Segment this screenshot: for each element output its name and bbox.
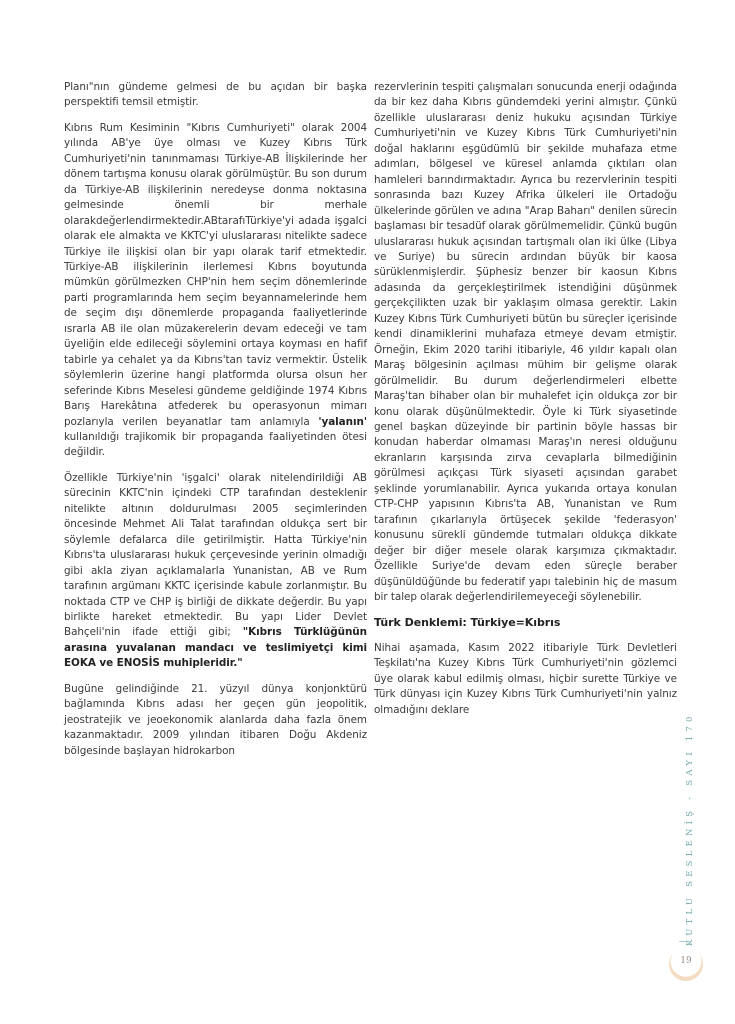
paragraph-text: Özellikle Türkiye'nin 'işgalci' olarak nitelendirildiği AB sürecinin KKTC'nin içindeki CTP tarafından desteklenir nitelikte altının doldurulması 2005 seçimlerinden öncesinde Mehmet Ali Talat tarafından oldukça sert bir söylemle defalarca dile getirilmiştir. Hatta Türkiye'nin Kıbrıs'ta uluslararası hukuk çerçevesinde yerinin olmadığı gibi akla ziyan açıklamalarla Yunanistan, AB ve Rum tarafının argümanı KKTC içerisinde kabule zorlanmıştır. Bu noktada CTP ve CHP iş birliği de dikkate değerdir. Bu yapı birlikte hareket etmektedir. Bu yapı Lider Devlet Bahçeli'nin ifade ettiği gibi; [64,471,367,639]
quote-text: "Kıbrıs Türklüğünün arasına yuvalanan mandacı ve teslimiyetçi kimi EOKA ve ENOSİS muhipleridir." [64,626,367,670]
paragraph [64,121,367,461]
paragraph: Bugüne gelindiğinde 21. yüzyıl dünya konjonktürü bağlamında Kıbrıs adası her geçen gün jeopolitik, jeostratejik ve jeoekonomik alanlarda daha fazla önem kazanmaktadır. 2009 yılından itibaren Doğu Akdeniz bölgesinde başlayan hidrokarbon [64,682,367,757]
paragraph [64,471,367,672]
paragraph: Planı"nın gündeme gelmesi de bu açıdan bir başka perspektifi temsil etmiştir. [64,81,367,109]
page-number-badge [669,947,703,981]
paragraph: Nihai aşamada, Kasım 2022 itibariyle Türk Devletleri Teşkilatı'na Kuzey Kıbrıs Türk Cumhuriyeti'nin gözlemci üye olarak kabul edilmiş olması, hiçbir surette Türkiye ve Türk dünyası için Kuzey Kıbrıs Türk Cumhuriyeti'nin yalnız olmadığını deklare [374,641,677,716]
running-title: KUTLU SESLENİŞ - SAYI 170 [684,712,694,946]
paragraph-text: kullanıldığı trajikomik bir propaganda faaliyetinden ötesi değildir. [64,430,367,459]
page-number: 19 [680,956,692,966]
left-column [64,80,367,759]
paragraph-text: Kıbrıs Rum Kesiminin "Kıbrıs Cumhuriyeti" olarak 2004 yılında AB'ye üye olması ve Kuzey Kıbrıs Türk Cumhuriyeti'nin tanınmaması Türkiye-AB İlişkilerinde her dönem tartışma konusu olarak görülmüştür. Bu son durum da Türkiye-AB ilişkilerinin neredeyse donma noktasına gelmesinde önemli bir merhale olarakdeğerlendirmektedir.ABtarafıTürkiye'yi adada işgalci olarak ele almakta ve KKTC'yi uluslararası nitelikte sadece Türkiye ile ilişkisi olan bir yapı olarak tarif etmektedir. Türkiye-AB ilişkilerinin ilerlemesi Kıbrıs boyutunda mümkün görülmezken CHP'nin hem seçim dönemlerinde parti programlarında hem seçim beyannamelerinde hem de seçim dışı dönemlerde propaganda faaliyetlerinde ısrarla AB ile olan müzakerelerin devam edeceği ve tam üyeliğin elde edileceği söylemini ortaya koyması en hafif tabirle ya cehalet ya da Kıbrıs'tan taviz vermektir. Üstelik söylemlerin üzerine hangi platformda olursa olsun her seferinde Kıbrıs Meselesi gündeme geldiğinde 1974 Kıbrıs Barış Harekâtına atfederek bu operasyonun mimarı pozlarıyla verilen beyanatlar tam anlamıyla [64,121,367,428]
section-heading: Türk Denklemi: Türkiye=Kıbrıs [374,616,561,630]
right-column [374,80,677,718]
emphasis-text: 'yalanın' [318,415,367,428]
paragraph: rezervlerinin tespiti çalışmaları sonucunda enerji odağında da bir kez daha Kıbrıs gündemdeki yerini almıştır. Çünkü özellikle uluslararası deniz hukuku açısından Türkiye Cumhuriyeti'nin ve Kuzey Kıbrıs Türk Cumhuriyeti'nin doğal haklarını eşgüdümlü bir şekilde muhafaza etme adımları, bölgesel ve küresel anlamda çıktıları olan hamleleri barındırmaktadır. Ayrıca bu rezervlerinin tespiti sonrasında bazı Kuzey Afrika ülkeleri ile Ortadoğu ülkelerinde görülen ve adına "Arap Baharı" denilen sürecin başlaması bir tesadüf olarak görülmemelidir. Çünkü bugün uluslararası hukuk açısından tartışmalı olan iki ülke (Libya ve Suriye) bu sürecin ardından büyük bir kaosa sürüklenmişlerdir. Şüphesiz benzer bir kaosun Kıbrıs adasında da gerçekleştirilmek istendiğini düşünmek gerçekçilikten uzak bir yaklaşım olmasa gerektir. Lakin Kuzey Kıbrıs Türk Cumhuriyeti bütün bu süreçler içerisinde kendi dinamiklerini muhafaza etmeye devam etmiştir. Örneğin, Ekim 2020 tarihi itibariyle, 46 yıldır kapalı olan Maraş bölgesinin açılması mühim bir gelişme olarak görülmelidir. Bu durum değerlendirmeleri elbette Maraş'tan bihaber olan bir muhalefet için oldukça zor bir konu olarak düşünülmektedir. Öyle ki Türk siyasetinde genel başkan düzeyinde bir partinin böyle hassas bir konudan haberdar olmaması Maraş'ın neresi olduğunu ekranların karşısında zırva cevaplarla bilmediğinin görülmesi açıkçası Türk siyaseti açısından garabet şeklinde yorumlanabilir. Ayrıca yukarıda ortaya konulan CTP-CHP yapısının Kıbrıs'ta AB, Yunanistan ve Rum tarafının çıkarlarıyla örtüşecek şekilde 'federasyon' konusunu sürekli gündemde tutmaları oldukça dikkate değer bir diğer mesele olarak karşımıza çıkmaktadır. Özellikle Suriye'de devam eden süreçle beraber düşünüldüğünde bu federatif yapı talebinin hiç de masum bir talep olarak değerlendirilemeyeceği söylenebilir. [374,81,677,603]
